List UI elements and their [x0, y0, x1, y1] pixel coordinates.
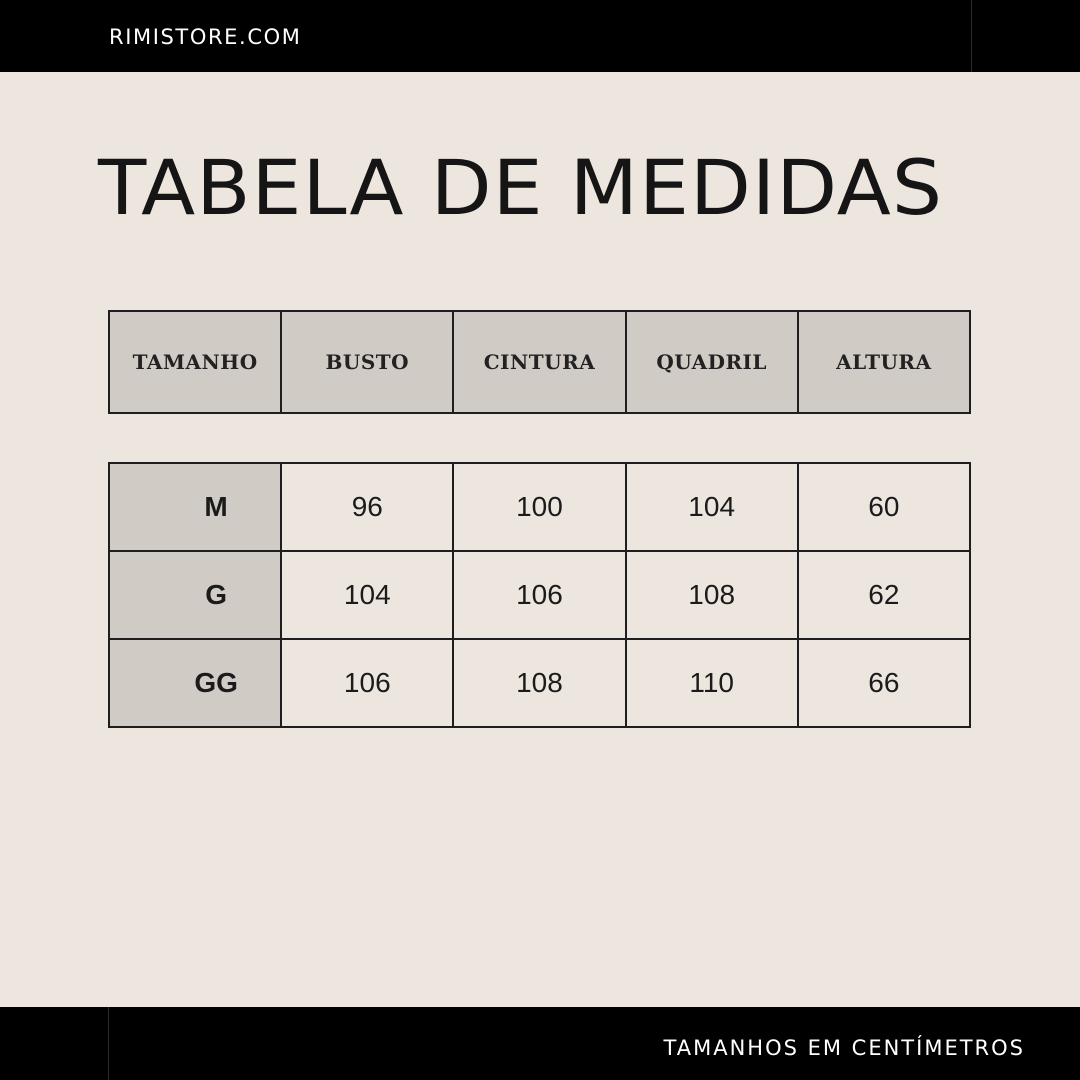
busto-value: 104 — [281, 551, 453, 639]
table-row — [109, 463, 970, 551]
bottom-bar-divider — [108, 1007, 109, 1080]
column-header-altura: ALTURA — [798, 311, 970, 413]
size-table-data — [108, 462, 971, 728]
column-header-busto: BUSTO — [281, 311, 453, 413]
bottom-bar — [0, 1007, 1080, 1080]
altura-value: 60 — [798, 463, 970, 551]
column-header-tamanho: TAMANHO — [109, 311, 281, 413]
cintura-value: 100 — [453, 463, 625, 551]
footer-note: TAMANHOS EM CENTÍMETROS — [663, 1036, 1025, 1060]
quadril-value: 110 — [626, 639, 798, 727]
quadril-value: 104 — [626, 463, 798, 551]
table-row — [109, 551, 970, 639]
cintura-value: 106 — [453, 551, 625, 639]
altura-value: 62 — [798, 551, 970, 639]
header-row — [109, 311, 970, 413]
cintura-value: 108 — [453, 639, 625, 727]
page-title: TABELA DE MEDIDAS — [98, 143, 944, 232]
size-label: GG — [109, 639, 281, 727]
altura-value: 66 — [798, 639, 970, 727]
size-label: G — [109, 551, 281, 639]
table-row — [109, 639, 970, 727]
busto-value: 106 — [281, 639, 453, 727]
site-name: RIMISTORE.COM — [109, 25, 302, 49]
top-bar — [0, 0, 1080, 72]
column-header-cintura: CINTURA — [453, 311, 625, 413]
size-table-header — [108, 310, 971, 414]
quadril-value: 108 — [626, 551, 798, 639]
top-bar-divider — [971, 0, 972, 72]
column-header-quadril: QUADRIL — [626, 311, 798, 413]
size-label: M — [109, 463, 281, 551]
busto-value: 96 — [281, 463, 453, 551]
